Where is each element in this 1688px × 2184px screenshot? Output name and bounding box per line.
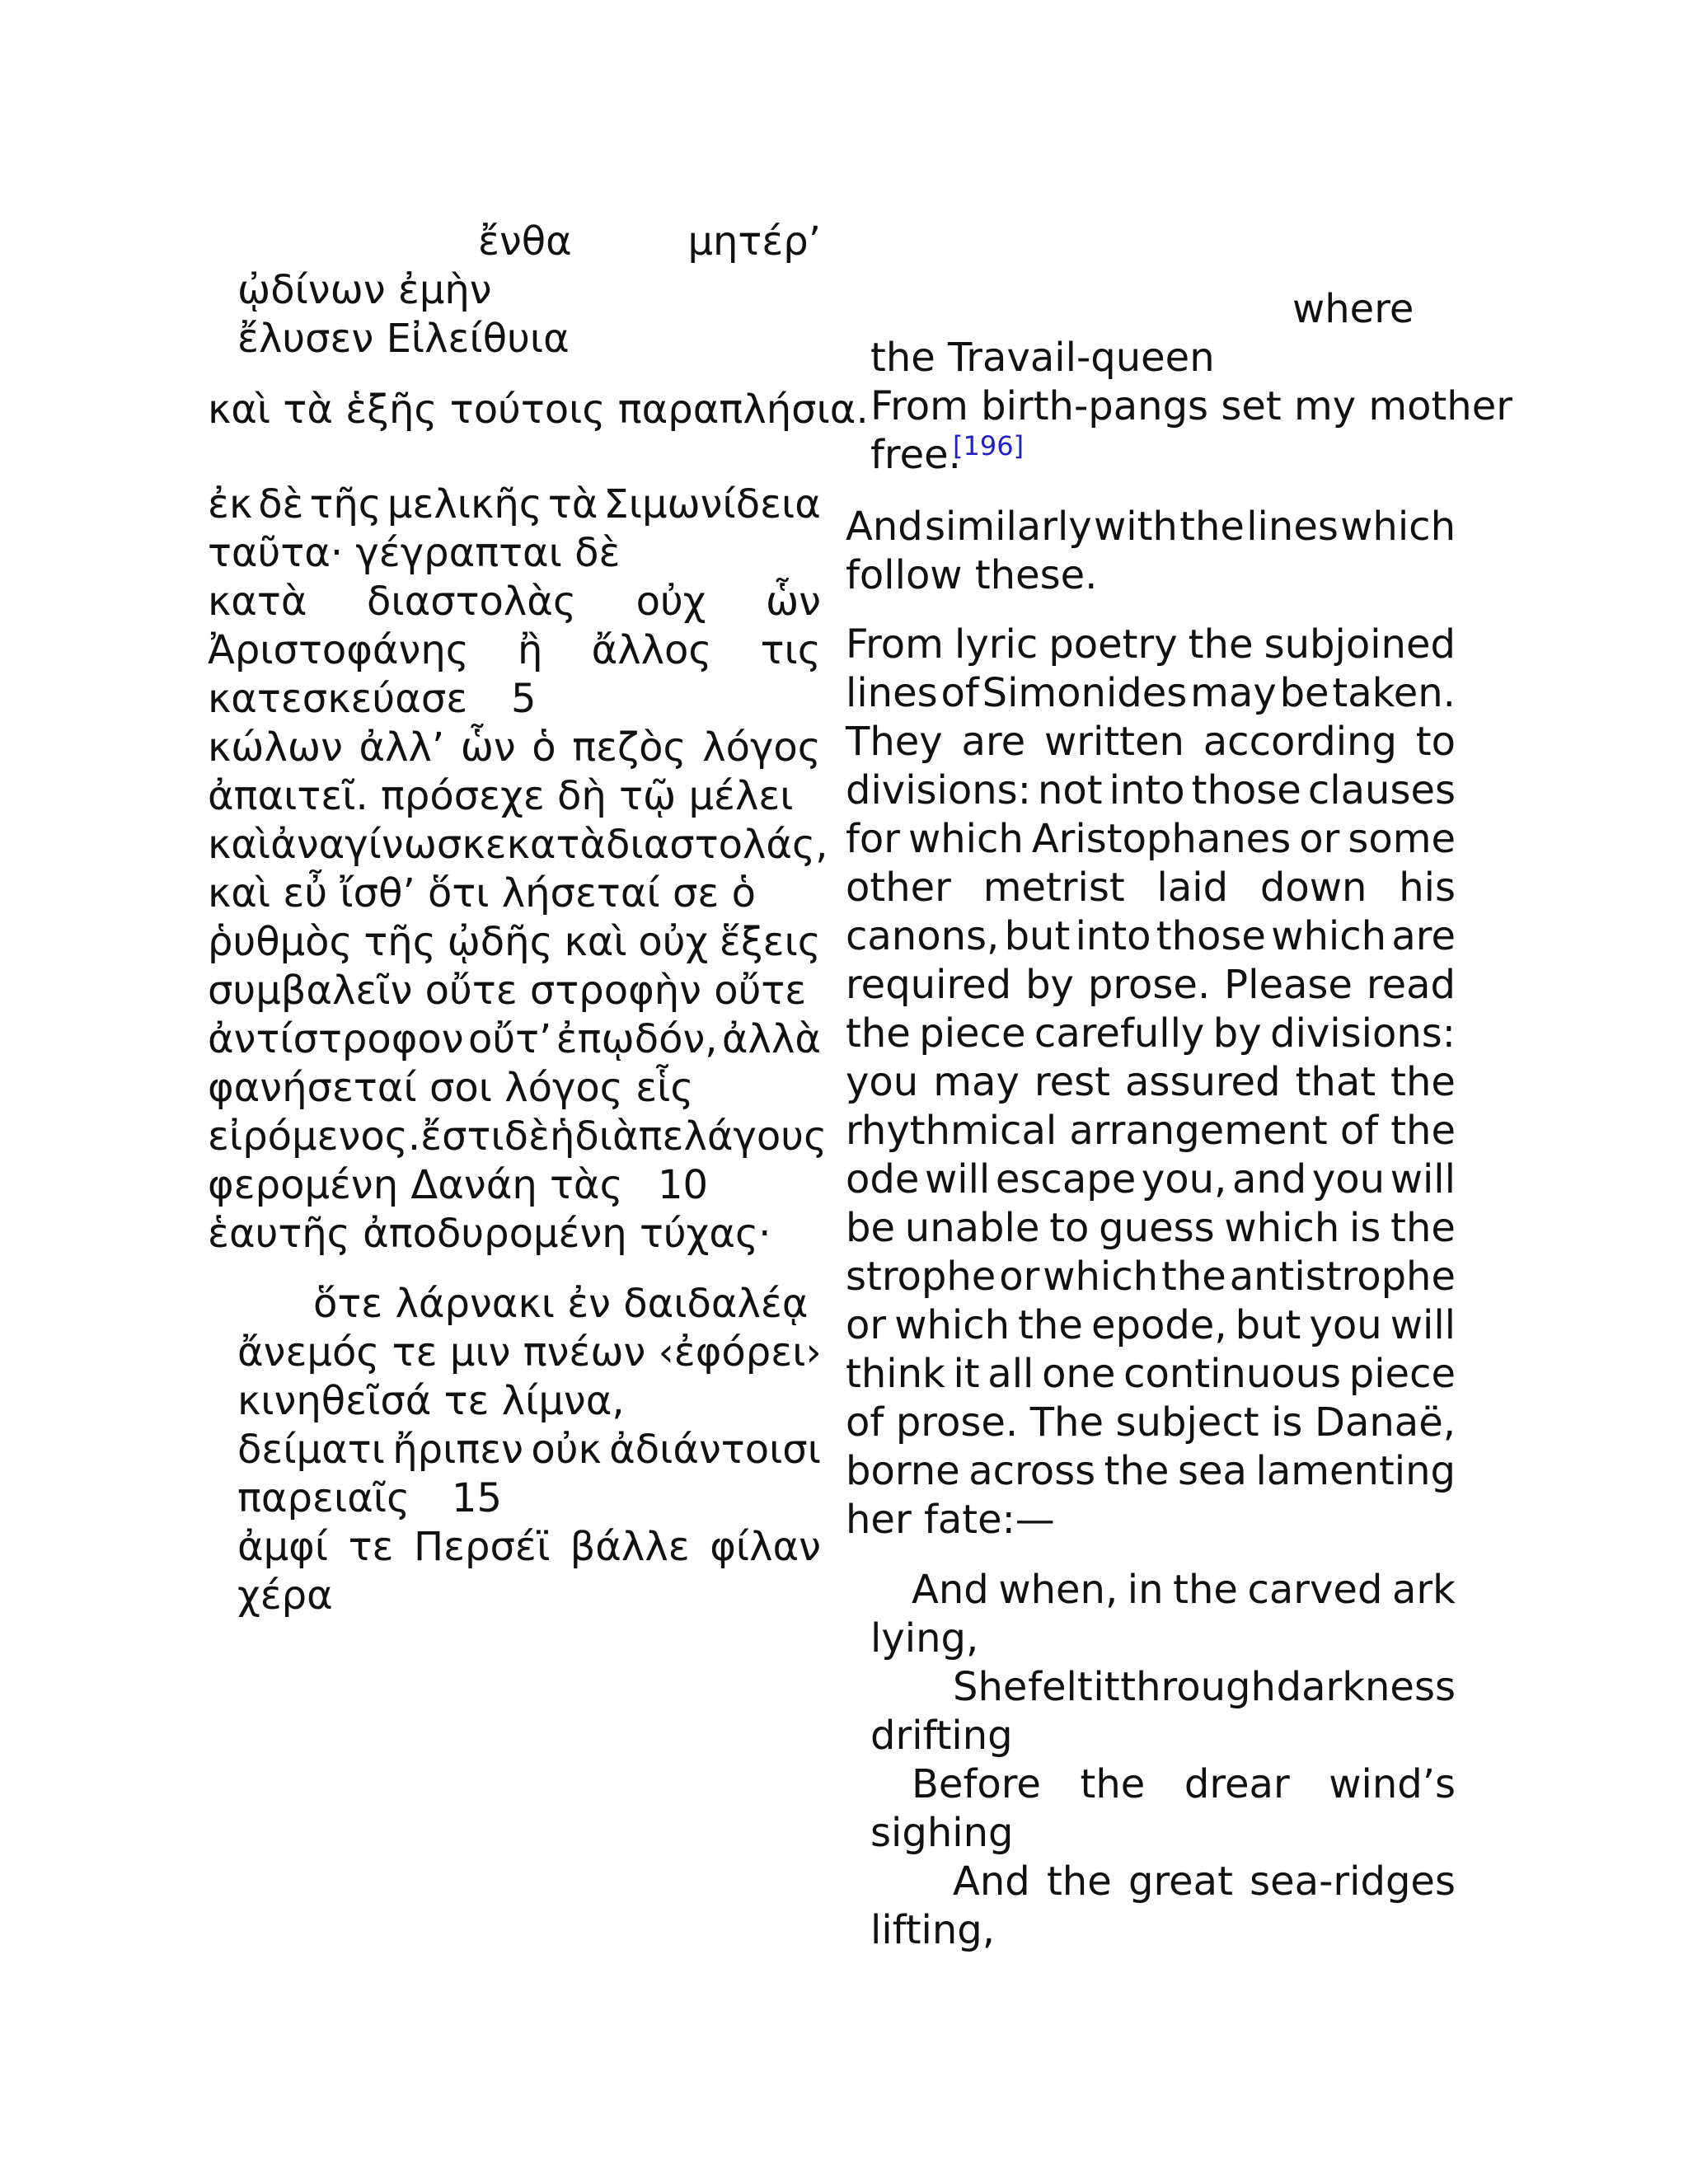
english-p2-line3 (846, 718, 1456, 766)
word: to (1415, 719, 1456, 765)
word: ἡ (549, 1113, 575, 1160)
line-number-5: 5 (511, 676, 537, 722)
word: ἔστι (420, 1113, 504, 1160)
word: you, (1141, 1156, 1227, 1202)
word: into (1075, 913, 1151, 959)
word: ἄλλος (591, 627, 712, 673)
word: are (961, 719, 1026, 765)
greek-p2-line3 (208, 578, 821, 626)
english-verse1-line3: From birth-pangs set my mother (870, 383, 1512, 429)
word: which (1043, 1254, 1159, 1300)
word: ἀμφί (237, 1524, 329, 1570)
greek-p2-line6 (208, 724, 821, 771)
word: ἐπῳδόν, (556, 1016, 718, 1062)
word: sea-ridges (1250, 1858, 1456, 1905)
word: be (846, 1205, 895, 1251)
word: ῥυθμὸς (208, 919, 353, 965)
word: of (940, 670, 979, 716)
english-p2-line13 (846, 1204, 1456, 1252)
word: διαστολὰς (366, 579, 577, 625)
word: for (846, 816, 900, 862)
english-p2-line8 (846, 961, 1456, 1009)
word: διαστολάς, (606, 822, 828, 868)
word: in (1127, 1567, 1164, 1613)
english-p2-line15 (846, 1301, 1456, 1349)
word: great (1128, 1858, 1233, 1905)
word: the (846, 1010, 911, 1057)
word: antistrophe (1229, 1254, 1456, 1300)
word: She (953, 1664, 1028, 1710)
english-p2-line4 (846, 766, 1456, 814)
word: the (1390, 1108, 1456, 1154)
word: divisions: (846, 767, 1031, 813)
word: ὧν (765, 579, 821, 625)
word: you (1311, 1156, 1386, 1202)
word: ἢ (518, 627, 543, 673)
word: it (953, 1351, 980, 1397)
word: drear (1184, 1761, 1290, 1807)
word: epode, (1090, 1302, 1227, 1348)
word: From (846, 621, 944, 668)
word: which (1340, 504, 1456, 550)
word: lines (846, 670, 938, 716)
word: piece (919, 1010, 1026, 1057)
word: the (1390, 1059, 1456, 1105)
word: one (1042, 1351, 1116, 1397)
word: δὲ (258, 481, 304, 527)
english-verse2-line3 (953, 1663, 1456, 1711)
word: which (1224, 1205, 1340, 1251)
word: will (1390, 1302, 1456, 1348)
word: prose. (1087, 962, 1211, 1008)
word: ᾠδῆς (447, 919, 553, 965)
word: the (1104, 1448, 1170, 1494)
word: clauses (1307, 767, 1456, 813)
word: some (1348, 816, 1456, 862)
word: φίλαν (710, 1524, 821, 1570)
word: all (987, 1351, 1034, 1397)
word: of (846, 1399, 884, 1446)
word: εἰρόμενος. (208, 1113, 421, 1160)
word: οὐχ (635, 579, 706, 625)
word: κατὰ (506, 822, 607, 868)
word: which (908, 816, 1024, 862)
word: κατὰ (208, 579, 307, 625)
english-p2-line1 (846, 621, 1456, 668)
greek-verse1-line2: ᾠδίνων ἐμὴν (237, 267, 492, 313)
greek-p2-line12 (208, 1015, 821, 1063)
word: the (1179, 504, 1245, 550)
word: διὰ (574, 1113, 639, 1160)
word: ἀλλὰ (721, 1016, 821, 1062)
word: it (1093, 1664, 1120, 1710)
word: And (953, 1858, 1030, 1905)
word: rest (1034, 1059, 1110, 1105)
word: is (1271, 1399, 1303, 1446)
word: ark (1392, 1567, 1456, 1613)
english-verse1-line4: free. (870, 432, 961, 478)
english-p2-line12 (846, 1155, 1456, 1203)
english-p2-line11 (846, 1107, 1456, 1155)
greek-p2-line15: φερομένη Δανάη τὰς (208, 1162, 623, 1208)
line-number-10: 10 (658, 1162, 709, 1208)
word: Ἀριστοφάνης (208, 627, 469, 673)
word: ἕξεις (719, 919, 821, 965)
word: read (1366, 962, 1456, 1008)
greek-verse2-line2: ἄνεμός τε μιν πνέων ‹ἐφόρει› (237, 1329, 822, 1376)
word: Περσέϊ (414, 1524, 551, 1570)
greek-verse2-line5: παρειαῖς (237, 1475, 410, 1521)
line-number-15: 15 (452, 1475, 503, 1521)
greek-verse1-line1 (478, 218, 821, 265)
word: Σιμωνίδεια (603, 481, 821, 527)
word: or (999, 1254, 1040, 1300)
word: δὲ (504, 1113, 550, 1160)
word: ἀλλ’ (359, 724, 445, 771)
word: ὧν (460, 724, 516, 771)
word: arrangement (1069, 1108, 1328, 1154)
word: by (1025, 962, 1074, 1008)
word: those (1156, 913, 1266, 959)
word: κώλων (208, 724, 343, 771)
word: τῆς (363, 919, 436, 965)
greek-paragraph-1: καὶ τὰ ἑξῆς τούτοις παραπλήσια. (208, 387, 869, 433)
footnote-link-196[interactable]: [196] (953, 430, 1025, 462)
word: down (1259, 865, 1367, 911)
word: lyric (954, 621, 1039, 668)
word: They (846, 719, 943, 765)
word: assured (1125, 1059, 1281, 1105)
word: And (846, 504, 923, 550)
word: Aristophanes (1031, 816, 1292, 862)
word: which (894, 1302, 1010, 1348)
english-verse2-line4: drifting (870, 1713, 1013, 1759)
word: felt (1028, 1664, 1093, 1710)
word: lamenting (1255, 1448, 1456, 1494)
word: across (968, 1448, 1096, 1494)
word: strophe (846, 1254, 996, 1300)
word: subject (1115, 1399, 1259, 1446)
word: the (1046, 1858, 1112, 1905)
english-verse2-line5 (912, 1760, 1456, 1808)
word: unable (904, 1205, 1040, 1251)
word: wind’s (1329, 1761, 1456, 1807)
word: not (1037, 767, 1103, 813)
word: with (1094, 504, 1178, 550)
english-p2-line19: her fate:— (846, 1497, 1055, 1543)
word: think (846, 1351, 945, 1397)
word: and (1231, 1156, 1307, 1202)
greek-verse2-line3: κινηθεῖσά τε λίμνα, (237, 1378, 625, 1424)
word: will (1390, 1156, 1456, 1202)
word: the (1161, 1254, 1226, 1300)
word: rhythmical (846, 1108, 1057, 1154)
word: taken. (1332, 670, 1456, 716)
word: borne (846, 1448, 960, 1494)
english-p2-line9 (846, 1010, 1456, 1057)
word: to (1049, 1205, 1090, 1251)
word: poetry (1048, 621, 1178, 668)
greek-p2-line8 (208, 821, 828, 869)
word: καὶ (208, 822, 271, 868)
greek-p2-line11: συμβαλεῖν οὔτε στροφὴν οὔτε (208, 968, 807, 1014)
greek-p2-line10 (208, 918, 821, 966)
english-verse2-line8: lifting, (870, 1907, 996, 1953)
word: you (846, 1059, 919, 1105)
word: And (912, 1567, 989, 1613)
greek-p2-line7: ἀπαιτεῖ. πρόσεχε δὴ τῷ μέλει (208, 773, 794, 819)
word: The (1029, 1399, 1104, 1446)
greek-verse2-line4 (237, 1426, 821, 1474)
word: ἀδιάντοισι (609, 1427, 821, 1473)
word: continuous (1123, 1351, 1342, 1397)
word: those (1191, 767, 1301, 813)
greek-p2-line1 (208, 480, 821, 528)
greek-verse2-line1: ὅτε λάρνακι ἐν δαιδαλέᾳ (313, 1281, 809, 1327)
word: the (1018, 1302, 1083, 1348)
word: ὁ (532, 724, 556, 771)
word: ἀναγίνωσκε (270, 822, 507, 868)
greek-verse1-line3: ἔλυσεν Εἰλείθυια (237, 316, 570, 362)
word: when, (998, 1567, 1118, 1613)
greek-verse2-line7: χέρα (237, 1572, 333, 1619)
word: according (1203, 719, 1397, 765)
english-p2-line7 (846, 912, 1456, 960)
word: required (846, 962, 1012, 1008)
word: prose. (895, 1399, 1019, 1446)
english-p2-line16 (846, 1350, 1456, 1398)
word: λόγος (702, 724, 821, 771)
word: οὐκ (531, 1427, 602, 1473)
word: is (1349, 1205, 1381, 1251)
word: but (1235, 1302, 1301, 1348)
word: darkness (1276, 1664, 1456, 1710)
word: τις (760, 627, 821, 673)
word: by (1212, 1010, 1262, 1057)
word: into (1109, 767, 1185, 813)
word: sea (1177, 1448, 1247, 1494)
word: τὰ (547, 481, 598, 527)
word: subjoined (1264, 621, 1456, 668)
word: καὶ (564, 919, 627, 965)
english-p2-line6 (846, 864, 1456, 912)
word: through (1120, 1664, 1276, 1710)
word: the (1188, 621, 1254, 668)
english-verse1-line2: the Travail-queen (870, 335, 1215, 381)
word: carved (1247, 1567, 1383, 1613)
word: lines (1246, 504, 1339, 550)
word: τῆς (309, 481, 382, 527)
word: Before (912, 1761, 1041, 1807)
word: ode (846, 1156, 920, 1202)
word: are (1391, 913, 1456, 959)
word: ἤριπεν (392, 1427, 523, 1473)
greek-p2-line14 (208, 1113, 828, 1160)
word: δείματι (237, 1427, 385, 1473)
english-p2-line10 (846, 1058, 1456, 1106)
word: canons, (846, 913, 1000, 959)
word: be (1279, 670, 1329, 716)
word: πεζὸς (572, 724, 687, 771)
word: may (1190, 670, 1277, 716)
greek-p2-line9: καὶ εὖ ἴσθ’ ὅτι λήσεταί σε ὁ (208, 870, 756, 916)
word: piece (1348, 1351, 1456, 1397)
word: that (1295, 1059, 1376, 1105)
word: μητέρ’ (687, 218, 821, 265)
word: τε (348, 1524, 394, 1570)
greek-p2-line13: φανήσεταί σοι λόγος εἷς (208, 1065, 694, 1111)
word: πελάγους (638, 1113, 828, 1160)
word: carefully (1034, 1010, 1205, 1057)
word: metrist (982, 865, 1125, 911)
word: escape (995, 1156, 1137, 1202)
word: which (1271, 913, 1387, 959)
word: Please (1224, 962, 1353, 1008)
word: you (1309, 1302, 1382, 1348)
english-p2-line14 (846, 1253, 1456, 1301)
english-verse2-line2: lying, (870, 1615, 979, 1661)
word: divisions: (1270, 1010, 1456, 1057)
greek-verse2-line6 (237, 1523, 821, 1571)
word: βάλλε (570, 1524, 690, 1570)
english-p2-line2 (846, 669, 1456, 717)
word: other (846, 865, 951, 911)
greek-p2-line16: ἑαυτῆς ἀποδυρομένη τύχας· (208, 1211, 771, 1257)
word: his (1399, 865, 1456, 911)
word: will (925, 1156, 991, 1202)
word: similarly (925, 504, 1092, 550)
greek-p2-line4 (208, 626, 821, 674)
word: Danaë, (1315, 1399, 1456, 1446)
word: the (1173, 1567, 1238, 1613)
english-p2-line5 (846, 815, 1456, 863)
word: the (1080, 1761, 1146, 1807)
word: the (1390, 1205, 1456, 1251)
english-verse2-line1 (912, 1566, 1456, 1614)
english-p2-line17 (846, 1399, 1456, 1446)
english-p1-line1 (846, 503, 1456, 551)
word: Simonides (982, 670, 1188, 716)
word: of (1339, 1108, 1379, 1154)
english-verse1-line1: where (1292, 286, 1414, 332)
english-p1-line2: follow these. (846, 552, 1098, 598)
word: or (1299, 816, 1340, 862)
greek-p2-line5: κατεσκεύασε (208, 676, 468, 722)
word: ἔνθα (478, 218, 572, 265)
english-verse2-line7 (953, 1858, 1456, 1905)
greek-p2-line2: ταῦτα· γέγραπται δὲ (208, 530, 621, 576)
word: written (1044, 719, 1184, 765)
word: or (846, 1302, 887, 1348)
word: οὔτ’ (467, 1016, 552, 1062)
word: ἀντίστροφον (208, 1016, 464, 1062)
word: laid (1156, 865, 1229, 911)
word: μελικῆς (387, 481, 542, 527)
word: ἐκ (208, 481, 253, 527)
word: guess (1099, 1205, 1215, 1251)
word: but (1004, 913, 1071, 959)
word: οὐχ (638, 919, 709, 965)
word: may (933, 1059, 1020, 1105)
english-verse2-line6: sighing (870, 1810, 1014, 1856)
english-p2-line18 (846, 1447, 1456, 1495)
